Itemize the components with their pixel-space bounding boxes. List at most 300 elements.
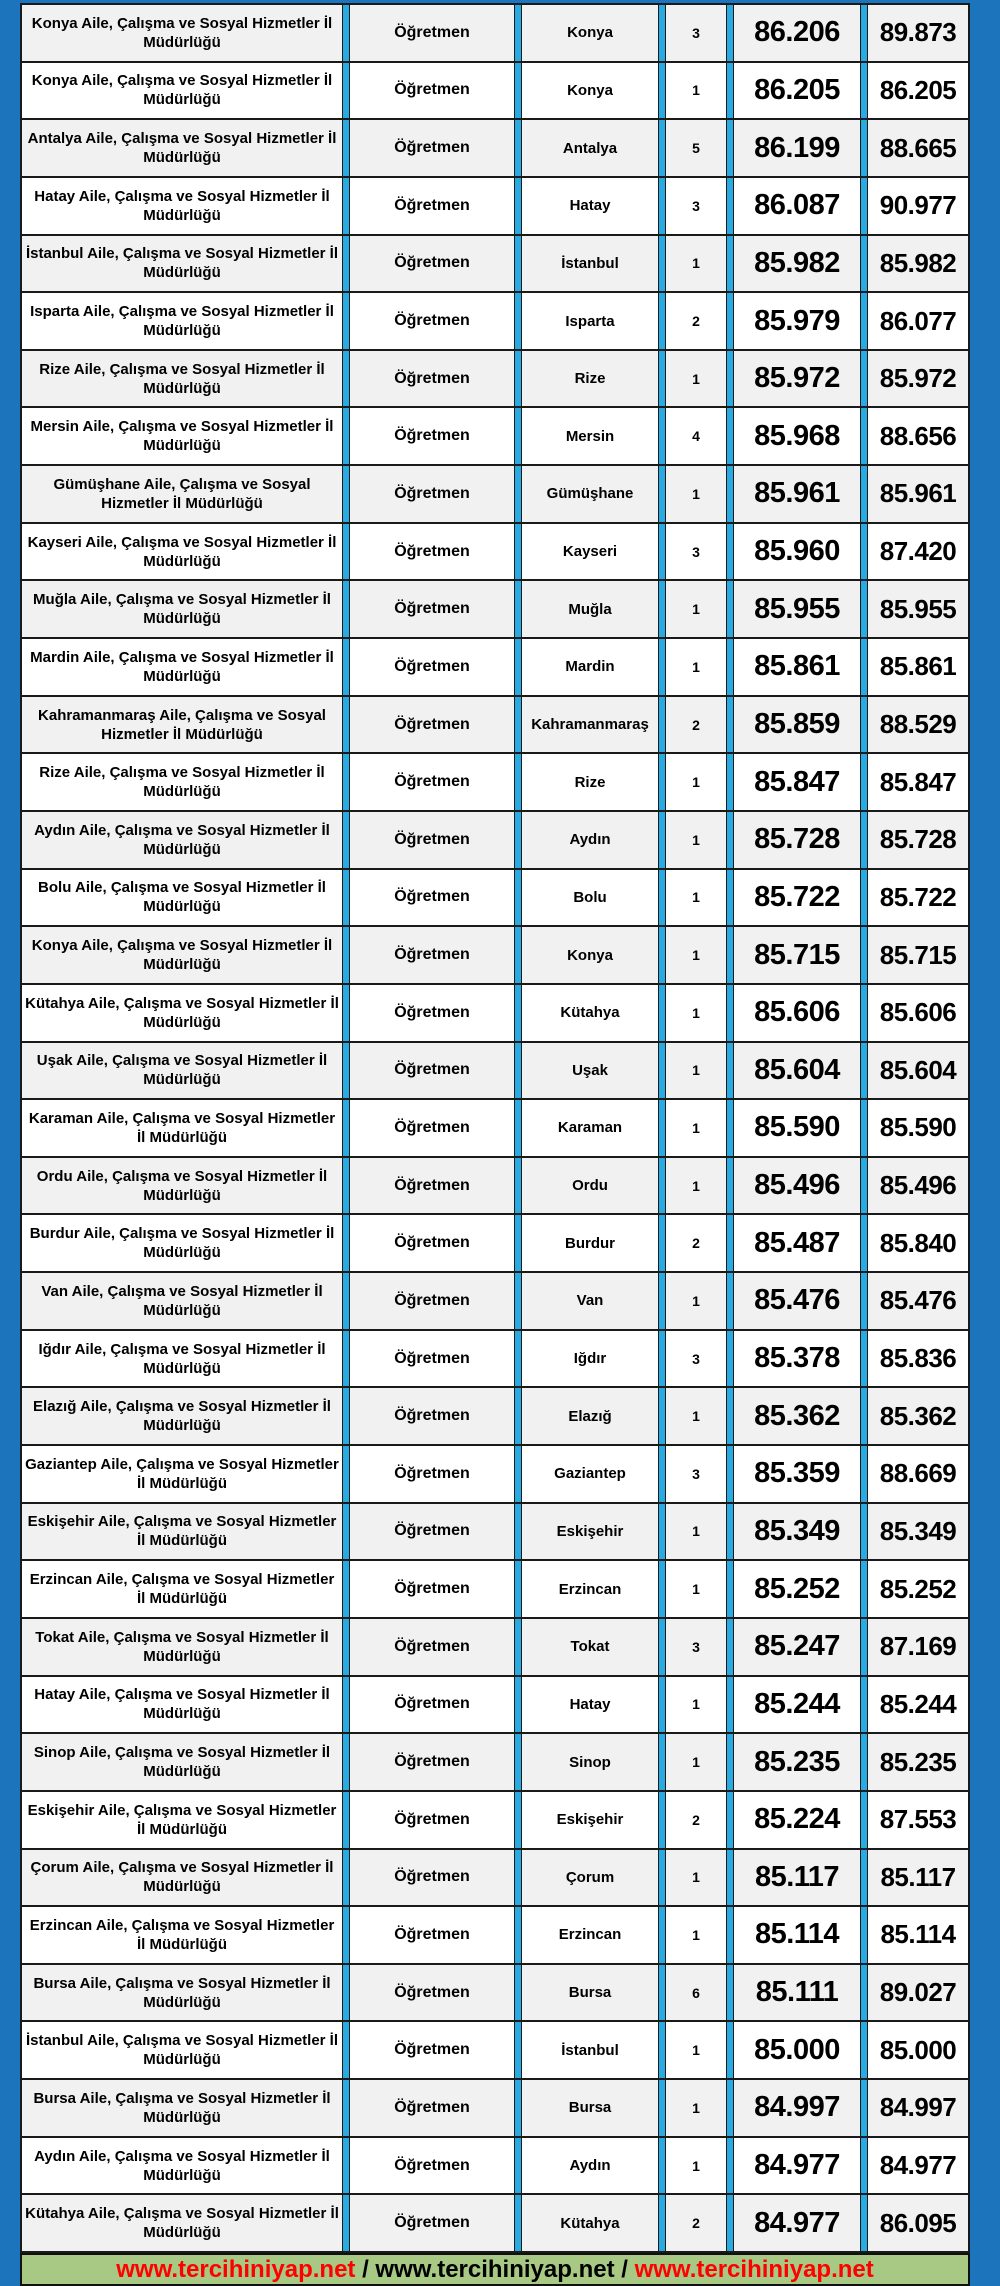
column-separator: [514, 1100, 522, 1156]
table-row: [22, 1158, 968, 1216]
min-score-cell: 85.861: [734, 639, 860, 695]
quota-count-cell: 3: [666, 5, 726, 61]
quota-count-cell: 1: [666, 581, 726, 637]
institution-cell: Isparta Aile, Çalışma ve Sosyal Hizmetler İl Müdürlüğü: [22, 293, 342, 349]
column-separator: [726, 812, 734, 868]
position-cell: Öğretmen: [350, 178, 514, 234]
column-separator: [860, 5, 868, 61]
column-separator: [860, 1619, 868, 1675]
position-cell: Öğretmen: [350, 5, 514, 61]
institution-cell: Sinop Aile, Çalışma ve Sosyal Hizmetler İl Müdürlüğü: [22, 1734, 342, 1790]
column-separator: [860, 178, 868, 234]
column-separator: [726, 236, 734, 292]
city-cell: Muğla: [522, 581, 658, 637]
column-separator: [860, 466, 868, 522]
table-row: [22, 466, 968, 524]
column-separator: [860, 1100, 868, 1156]
city-cell: Isparta: [522, 293, 658, 349]
column-separator: [514, 985, 522, 1041]
column-separator: [514, 1158, 522, 1214]
table-row: [22, 2195, 968, 2251]
position-cell: Öğretmen: [350, 524, 514, 580]
institution-cell: Bursa Aile, Çalışma ve Sosyal Hizmetler İl Müdürlüğü: [22, 2080, 342, 2136]
position-cell: Öğretmen: [350, 1215, 514, 1271]
column-separator: [658, 985, 666, 1041]
quota-count-cell: 1: [666, 1388, 726, 1444]
column-separator: [514, 1043, 522, 1099]
column-separator: [514, 581, 522, 637]
quota-count-cell: 3: [666, 1619, 726, 1675]
column-separator: [726, 63, 734, 119]
position-cell: Öğretmen: [350, 2138, 514, 2194]
quota-count-cell: 4: [666, 408, 726, 464]
column-separator: [860, 2138, 868, 2194]
column-separator: [860, 1504, 868, 1560]
table-row: [22, 697, 968, 755]
min-score-cell: 85.244: [734, 1677, 860, 1733]
max-score-cell: 90.977: [868, 178, 968, 234]
column-separator: [860, 1158, 868, 1214]
column-separator: [342, 927, 350, 983]
column-separator: [726, 1619, 734, 1675]
table-row: [22, 812, 968, 870]
min-score-cell: 85.961: [734, 466, 860, 522]
column-separator: [342, 697, 350, 753]
column-separator: [658, 2138, 666, 2194]
column-separator: [726, 1792, 734, 1848]
max-score-cell: 85.982: [868, 236, 968, 292]
column-separator: [658, 2022, 666, 2078]
column-separator: [726, 408, 734, 464]
column-separator: [342, 524, 350, 580]
quota-count-cell: 3: [666, 178, 726, 234]
column-separator: [342, 870, 350, 926]
min-score-cell: 85.859: [734, 697, 860, 753]
column-separator: [860, 2022, 868, 2078]
column-separator: [658, 408, 666, 464]
column-separator: [342, 1850, 350, 1906]
institution-cell: Erzincan Aile, Çalışma ve Sosyal Hizmetler İl Müdürlüğü: [22, 1907, 342, 1963]
city-cell: Kütahya: [522, 2195, 658, 2251]
column-separator: [514, 812, 522, 868]
table-row: [22, 524, 968, 582]
position-cell: Öğretmen: [350, 812, 514, 868]
institution-cell: Kütahya Aile, Çalışma ve Sosyal Hizmetler İl Müdürlüğü: [22, 985, 342, 1041]
column-separator: [514, 2138, 522, 2194]
column-separator: [514, 870, 522, 926]
column-separator: [342, 178, 350, 234]
position-cell: Öğretmen: [350, 754, 514, 810]
column-separator: [726, 581, 734, 637]
column-separator: [342, 236, 350, 292]
table-row: [22, 63, 968, 121]
quota-count-cell: 3: [666, 524, 726, 580]
position-cell: Öğretmen: [350, 927, 514, 983]
max-score-cell: 85.349: [868, 1504, 968, 1560]
column-separator: [860, 754, 868, 810]
column-separator: [658, 1792, 666, 1848]
table-row: [22, 1734, 968, 1792]
city-cell: Bursa: [522, 1965, 658, 2021]
column-separator: [860, 1561, 868, 1617]
quota-count-cell: 1: [666, 1100, 726, 1156]
position-cell: Öğretmen: [350, 408, 514, 464]
position-cell: Öğretmen: [350, 985, 514, 1041]
footer-separator: /: [355, 2255, 376, 2283]
min-score-cell: 85.359: [734, 1446, 860, 1502]
table-row: [22, 408, 968, 466]
watermark-url[interactable]: www.tercihiniyap.net: [634, 2255, 874, 2283]
column-separator: [726, 1388, 734, 1444]
institution-cell: Eskişehir Aile, Çalışma ve Sosyal Hizmetler İl Müdürlüğü: [22, 1504, 342, 1560]
column-separator: [860, 120, 868, 176]
table-row: [22, 1273, 968, 1331]
placement-results-table: [20, 3, 970, 2253]
min-score-cell: 85.728: [734, 812, 860, 868]
position-cell: Öğretmen: [350, 697, 514, 753]
min-score-cell: 85.117: [734, 1850, 860, 1906]
max-score-cell: 88.656: [868, 408, 968, 464]
column-separator: [726, 639, 734, 695]
max-score-cell: 88.529: [868, 697, 968, 753]
max-score-cell: 85.000: [868, 2022, 968, 2078]
min-score-cell: 85.235: [734, 1734, 860, 1790]
column-separator: [658, 524, 666, 580]
city-cell: Mardin: [522, 639, 658, 695]
city-cell: Van: [522, 1273, 658, 1329]
position-cell: Öğretmen: [350, 1158, 514, 1214]
position-cell: Öğretmen: [350, 236, 514, 292]
column-separator: [514, 1504, 522, 1560]
column-separator: [342, 1215, 350, 1271]
quota-count-cell: 1: [666, 639, 726, 695]
column-separator: [726, 985, 734, 1041]
city-cell: Antalya: [522, 120, 658, 176]
column-separator: [860, 870, 868, 926]
column-separator: [658, 120, 666, 176]
column-separator: [860, 1215, 868, 1271]
position-cell: Öğretmen: [350, 1965, 514, 2021]
column-separator: [726, 697, 734, 753]
table-row: [22, 639, 968, 697]
column-separator: [658, 1907, 666, 1963]
min-score-cell: 85.968: [734, 408, 860, 464]
institution-cell: Eskişehir Aile, Çalışma ve Sosyal Hizmetler İl Müdürlüğü: [22, 1792, 342, 1848]
table-row: [22, 1043, 968, 1101]
column-separator: [342, 1907, 350, 1963]
column-separator: [342, 293, 350, 349]
quota-count-cell: 1: [666, 351, 726, 407]
column-separator: [514, 697, 522, 753]
table-row: [22, 927, 968, 985]
column-separator: [658, 236, 666, 292]
city-cell: İstanbul: [522, 2022, 658, 2078]
column-separator: [342, 5, 350, 61]
column-separator: [658, 639, 666, 695]
column-separator: [342, 351, 350, 407]
min-score-cell: 85.972: [734, 351, 860, 407]
min-score-cell: 85.487: [734, 1215, 860, 1271]
institution-cell: Kütahya Aile, Çalışma ve Sosyal Hizmetler İl Müdürlüğü: [22, 2195, 342, 2251]
column-separator: [514, 293, 522, 349]
column-separator: [860, 1792, 868, 1848]
city-cell: Konya: [522, 927, 658, 983]
column-separator: [514, 1388, 522, 1444]
column-separator: [860, 2080, 868, 2136]
institution-cell: Antalya Aile, Çalışma ve Sosyal Hizmetler İl Müdürlüğü: [22, 120, 342, 176]
min-score-cell: 86.199: [734, 120, 860, 176]
quota-count-cell: 1: [666, 1273, 726, 1329]
column-separator: [342, 1504, 350, 1560]
max-score-cell: 85.117: [868, 1850, 968, 1906]
institution-cell: Karaman Aile, Çalışma ve Sosyal Hizmetler İl Müdürlüğü: [22, 1100, 342, 1156]
column-separator: [658, 812, 666, 868]
column-separator: [726, 5, 734, 61]
column-separator: [726, 1273, 734, 1329]
quota-count-cell: 1: [666, 1561, 726, 1617]
quota-count-cell: 1: [666, 2022, 726, 2078]
city-cell: Rize: [522, 754, 658, 810]
max-score-cell: 87.169: [868, 1619, 968, 1675]
column-separator: [514, 1907, 522, 1963]
city-cell: Erzincan: [522, 1561, 658, 1617]
column-separator: [860, 812, 868, 868]
column-separator: [342, 63, 350, 119]
min-score-cell: 85.114: [734, 1907, 860, 1963]
column-separator: [726, 120, 734, 176]
watermark-url[interactable]: www.tercihiniyap.net: [375, 2255, 615, 2283]
column-separator: [342, 2022, 350, 2078]
table-row: [22, 178, 968, 236]
quota-count-cell: 3: [666, 1446, 726, 1502]
column-separator: [342, 2138, 350, 2194]
city-cell: Çorum: [522, 1850, 658, 1906]
institution-cell: Tokat Aile, Çalışma ve Sosyal Hizmetler İl Müdürlüğü: [22, 1619, 342, 1675]
column-separator: [342, 466, 350, 522]
position-cell: Öğretmen: [350, 1792, 514, 1848]
city-cell: Gümüşhane: [522, 466, 658, 522]
city-cell: Karaman: [522, 1100, 658, 1156]
institution-cell: Erzincan Aile, Çalışma ve Sosyal Hizmetler İl Müdürlüğü: [22, 1561, 342, 1617]
quota-count-cell: 2: [666, 2195, 726, 2251]
column-separator: [658, 63, 666, 119]
column-separator: [514, 120, 522, 176]
min-score-cell: 85.955: [734, 581, 860, 637]
column-separator: [514, 351, 522, 407]
column-separator: [514, 1446, 522, 1502]
footer-watermark-bar: [20, 2253, 970, 2286]
column-separator: [514, 1734, 522, 1790]
column-separator: [658, 293, 666, 349]
institution-cell: Iğdır Aile, Çalışma ve Sosyal Hizmetler İl Müdürlüğü: [22, 1331, 342, 1387]
column-separator: [342, 1677, 350, 1733]
max-score-cell: 85.861: [868, 639, 968, 695]
quota-count-cell: 6: [666, 1965, 726, 2021]
city-cell: Eskişehir: [522, 1792, 658, 1848]
min-score-cell: 85.476: [734, 1273, 860, 1329]
column-separator: [658, 1965, 666, 2021]
footer-separator: /: [614, 2255, 635, 2283]
max-score-cell: 85.114: [868, 1907, 968, 1963]
quota-count-cell: 2: [666, 1792, 726, 1848]
max-score-cell: 85.590: [868, 1100, 968, 1156]
city-cell: Hatay: [522, 1677, 658, 1733]
column-separator: [658, 1619, 666, 1675]
column-separator: [658, 1446, 666, 1502]
quota-count-cell: 1: [666, 236, 726, 292]
position-cell: Öğretmen: [350, 1734, 514, 1790]
max-score-cell: 87.420: [868, 524, 968, 580]
city-cell: Uşak: [522, 1043, 658, 1099]
column-separator: [860, 1446, 868, 1502]
max-score-cell: 85.235: [868, 1734, 968, 1790]
min-score-cell: 85.224: [734, 1792, 860, 1848]
column-separator: [658, 697, 666, 753]
position-cell: Öğretmen: [350, 1561, 514, 1617]
column-separator: [860, 985, 868, 1041]
position-cell: Öğretmen: [350, 1388, 514, 1444]
column-separator: [726, 1504, 734, 1560]
watermark-url[interactable]: www.tercihiniyap.net: [116, 2255, 356, 2283]
column-separator: [342, 1619, 350, 1675]
max-score-cell: 87.553: [868, 1792, 968, 1848]
column-separator: [658, 1388, 666, 1444]
column-separator: [726, 2022, 734, 2078]
column-separator: [342, 2080, 350, 2136]
column-separator: [514, 2022, 522, 2078]
institution-cell: Rize Aile, Çalışma ve Sosyal Hizmetler İl Müdürlüğü: [22, 351, 342, 407]
table-row: [22, 581, 968, 639]
max-score-cell: 85.715: [868, 927, 968, 983]
position-cell: Öğretmen: [350, 120, 514, 176]
min-score-cell: 84.997: [734, 2080, 860, 2136]
column-separator: [514, 2080, 522, 2136]
column-separator: [726, 1446, 734, 1502]
max-score-cell: 85.836: [868, 1331, 968, 1387]
max-score-cell: 88.669: [868, 1446, 968, 1502]
min-score-cell: 86.206: [734, 5, 860, 61]
table-row: [22, 236, 968, 294]
column-separator: [514, 754, 522, 810]
column-separator: [658, 1677, 666, 1733]
quota-count-cell: 2: [666, 293, 726, 349]
column-separator: [514, 408, 522, 464]
position-cell: Öğretmen: [350, 63, 514, 119]
institution-cell: Konya Aile, Çalışma ve Sosyal Hizmetler İl Müdürlüğü: [22, 5, 342, 61]
table-row: [22, 1215, 968, 1273]
quota-count-cell: 1: [666, 1734, 726, 1790]
column-separator: [726, 1734, 734, 1790]
max-score-cell: 85.476: [868, 1273, 968, 1329]
column-separator: [342, 408, 350, 464]
table-row: [22, 1100, 968, 1158]
max-score-cell: 85.362: [868, 1388, 968, 1444]
max-score-cell: 85.955: [868, 581, 968, 637]
column-separator: [726, 1215, 734, 1271]
column-separator: [726, 1100, 734, 1156]
column-separator: [342, 1446, 350, 1502]
position-cell: Öğretmen: [350, 581, 514, 637]
column-separator: [514, 5, 522, 61]
city-cell: Burdur: [522, 1215, 658, 1271]
max-score-cell: 85.961: [868, 466, 968, 522]
position-cell: Öğretmen: [350, 2195, 514, 2251]
position-cell: Öğretmen: [350, 351, 514, 407]
column-separator: [658, 466, 666, 522]
column-separator: [514, 1273, 522, 1329]
column-separator: [726, 1561, 734, 1617]
quota-count-cell: 1: [666, 1850, 726, 1906]
min-score-cell: 84.977: [734, 2138, 860, 2194]
quota-count-cell: 1: [666, 2080, 726, 2136]
position-cell: Öğretmen: [350, 1619, 514, 1675]
position-cell: Öğretmen: [350, 1043, 514, 1099]
table-row: [22, 2080, 968, 2138]
column-separator: [658, 1100, 666, 1156]
max-score-cell: 85.722: [868, 870, 968, 926]
column-separator: [726, 870, 734, 926]
column-separator: [726, 927, 734, 983]
max-score-cell: 86.077: [868, 293, 968, 349]
city-cell: Aydın: [522, 812, 658, 868]
column-separator: [860, 2195, 868, 2251]
column-separator: [658, 1331, 666, 1387]
city-cell: İstanbul: [522, 236, 658, 292]
table-row: [22, 1388, 968, 1446]
column-separator: [658, 178, 666, 234]
column-separator: [726, 2138, 734, 2194]
city-cell: Ordu: [522, 1158, 658, 1214]
column-separator: [342, 812, 350, 868]
table-row: [22, 1619, 968, 1677]
column-separator: [342, 754, 350, 810]
quota-count-cell: 1: [666, 870, 726, 926]
column-separator: [726, 293, 734, 349]
max-score-cell: 85.496: [868, 1158, 968, 1214]
institution-cell: Aydın Aile, Çalışma ve Sosyal Hizmetler İl Müdürlüğü: [22, 2138, 342, 2194]
min-score-cell: 85.000: [734, 2022, 860, 2078]
max-score-cell: 85.728: [868, 812, 968, 868]
institution-cell: Uşak Aile, Çalışma ve Sosyal Hizmetler İl Müdürlüğü: [22, 1043, 342, 1099]
column-separator: [514, 1677, 522, 1733]
column-separator: [726, 1158, 734, 1214]
city-cell: Mersin: [522, 408, 658, 464]
quota-count-cell: 1: [666, 985, 726, 1041]
city-cell: Bolu: [522, 870, 658, 926]
column-separator: [658, 1850, 666, 1906]
min-score-cell: 85.378: [734, 1331, 860, 1387]
column-separator: [726, 466, 734, 522]
institution-cell: Muğla Aile, Çalışma ve Sosyal Hizmetler İl Müdürlüğü: [22, 581, 342, 637]
max-score-cell: 85.840: [868, 1215, 968, 1271]
column-separator: [514, 1561, 522, 1617]
column-separator: [658, 1043, 666, 1099]
table-row: [22, 1677, 968, 1735]
max-score-cell: 85.606: [868, 985, 968, 1041]
table-row: [22, 1965, 968, 2023]
position-cell: Öğretmen: [350, 1504, 514, 1560]
min-score-cell: 85.111: [734, 1965, 860, 2021]
column-separator: [658, 1561, 666, 1617]
institution-cell: Konya Aile, Çalışma ve Sosyal Hizmetler İl Müdürlüğü: [22, 927, 342, 983]
column-separator: [860, 524, 868, 580]
position-cell: Öğretmen: [350, 1331, 514, 1387]
institution-cell: Konya Aile, Çalışma ve Sosyal Hizmetler İl Müdürlüğü: [22, 63, 342, 119]
column-separator: [342, 2195, 350, 2251]
column-separator: [342, 1561, 350, 1617]
column-separator: [860, 927, 868, 983]
column-separator: [860, 1850, 868, 1906]
